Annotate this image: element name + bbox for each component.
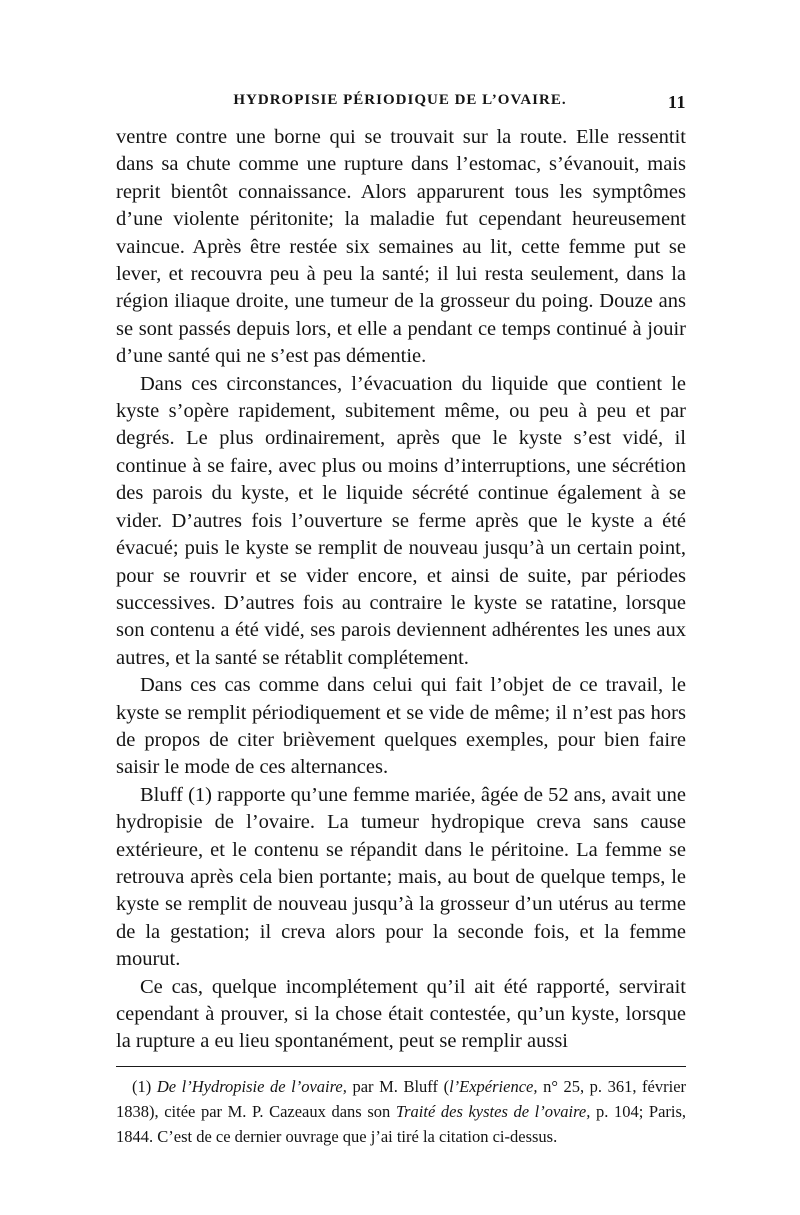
- paragraph-continued: ventre contre une borne qui se trouvait sur la route. Elle ressentit dans sa chute comme une rupture dans l’estomac, s’évanouit, mais reprit bientôt connaissance. Alors apparurent tous les symptômes d’une violente péritonite; la maladie fut cependant heureusement vaincue. Après être restée six semaines au lit, cette femme put se lever, et recouvra peu à peu la santé; il lui resta seulement, dans la région iliaque droite, une tumeur de la grosseur du poing. Douze ans se sont passés depuis lors, et elle a pendant ce temps continué à jouir d’une santé qui ne s’est pas démentie.: [116, 126, 686, 368]
- footnote: [116, 1074, 686, 1149]
- footnote-text-part: n° 25, p. 361, février 1838), citée par M. P. Cazeaux dans son: [116, 1077, 687, 1121]
- footnote-rule: [116, 1066, 686, 1067]
- body-text: [116, 124, 686, 1056]
- running-head-title: HYDROPISIE PÉRIODIQUE DE L’OVAIRE.: [233, 92, 567, 108]
- paragraph: Bluff (1) rapporte qu’une femme mariée, âgée de 52 ans, avait une hydropisie de l’ovaire. La tumeur hydropique creva sans cause extérieure, et le contenu se répandit dans le péritoine. La femme se retrouva après cela bien portante; mais, au bout de quelque temps, le kyste se remplit de nouveau jusqu’à la grosseur d’un utérus au terme de la gestation; il creva alors pour la seconde fois, et la femme mourut.: [116, 783, 686, 971]
- footnote-journal: l’Expérience,: [449, 1077, 538, 1096]
- footnote-text-part: p. 104; Paris, 1844. C’est de ce dernier ouvrage que j’ai tiré la citation ci-dessus.: [116, 1102, 687, 1146]
- page-number: 11: [667, 92, 686, 112]
- footnote-text: [116, 1074, 686, 1149]
- footnote-book-title: Traité des kystes de l’ovaire,: [395, 1102, 591, 1121]
- running-head: [114, 92, 686, 120]
- paragraph: Dans ces cas comme dans celui qui fait l’objet de ce travail, le kyste se remplit périodiquement et se vide de même; il n’est pas hors de propos de citer brièvement quelques exemples, pour bien faire saisir le mode de ces alternances.: [116, 674, 686, 779]
- footnote-text-part: par M. Bluff (: [352, 1077, 450, 1096]
- footnote-marker: (1): [132, 1077, 152, 1096]
- paragraph: Dans ces circonstances, l’évacuation du liquide que contient le kyste s’opère rapidement, subitement même, ou peu à peu et par degrés. Le plus ordinairement, après que le kyste s’est vidé, il continue à se faire, avec plus ou moins d’interruptions, une sécrétion des parois du kyste, et le liquide sécrété continue également à se vider. D’autres fois l’ouverture se ferme après que le kyste a été évacué; puis le kyste se remplit de nouveau jusqu’à un certain point, pour se rouvrir et se vider encore, et ainsi de suite, par périodes successives. D’autres fois au contraire le kyste se ratatine, lorsque son contenu a été vidé, ses parois deviennent adhérentes les unes aux autres, et la santé se rétablit complétement.: [116, 372, 686, 669]
- footnote-work-title: De l’Hydropisie de l’ovaire,: [156, 1077, 347, 1096]
- paragraph: Ce cas, quelque incomplétement qu’il ait été rapporté, servirait cependant à prouver, si la chose était contestée, qu’un kyste, lorsque la rupture a eu lieu spontanément, peut se remplir aussi: [116, 975, 686, 1053]
